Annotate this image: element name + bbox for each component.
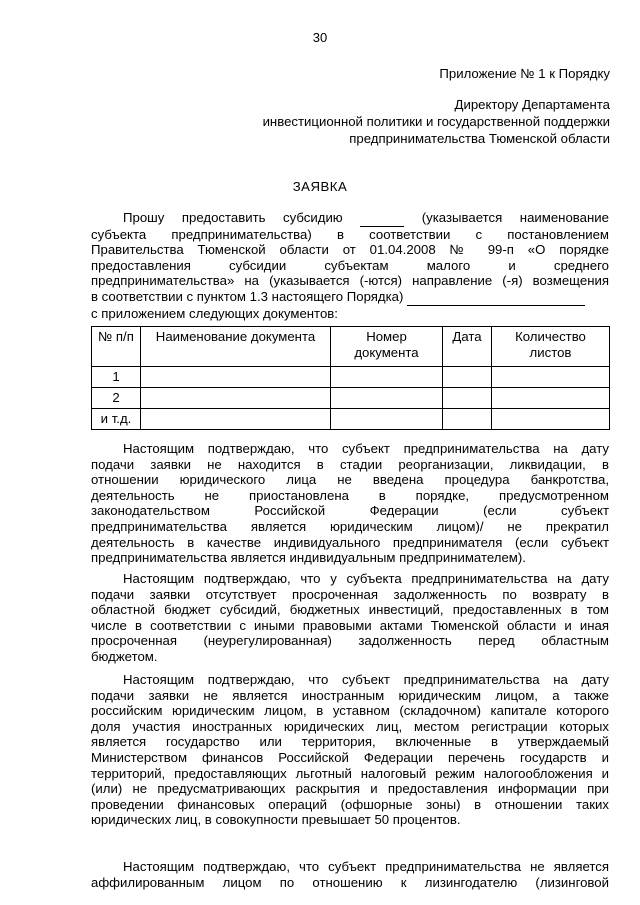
table-cell[interactable]	[443, 367, 492, 388]
request-line: с приложением следующих документов:	[91, 305, 338, 321]
table-cell[interactable]	[141, 388, 331, 409]
confirmation-affiliation	[91, 859, 609, 890]
column-header: Дата	[443, 327, 492, 367]
paragraph-line: подачи заявки отсутствует просроченная задолженность по возврату в	[91, 586, 609, 602]
column-header: № п/п	[92, 327, 141, 367]
request-line	[91, 289, 609, 306]
table-cell[interactable]	[443, 409, 492, 430]
request-line: предпринимательства» на (указывается (-ются) направление (-я) возмещения	[91, 273, 609, 289]
table-row	[92, 388, 610, 409]
appendix-reference: Приложение № 1 к Порядку	[439, 66, 610, 81]
paragraph-line: деятельность в качестве индивидуального предпринимателя (если субъект	[91, 534, 609, 550]
paragraph-line: деятельность не приостановлена в порядке, предусмотренном	[91, 487, 609, 503]
paragraph-line: юридических лиц, в совокупности превышает 50 процентов.	[91, 812, 461, 828]
paragraph-line: предпринимательства является индивидуальным предпринимателем).	[91, 550, 526, 566]
paragraph-line: Настоящим подтверждаю, что субъект предпринимательства на дату	[123, 672, 609, 687]
request-word: предоставить	[181, 210, 266, 225]
table-cell[interactable]	[443, 388, 492, 409]
table-row	[92, 409, 610, 430]
paragraph-line: числе в соответствии с иными правовыми актами Тюменской области и иная	[91, 617, 609, 633]
confirmation-debt	[91, 571, 609, 665]
paragraph-line: (или) не предусматривающих раскрытия и предоставления информации при	[91, 781, 609, 797]
paragraph-line: Настоящим подтверждаю, что субъект предпринимательства не является	[123, 859, 609, 874]
paragraph-line: аффилированным лицом по отношению к лизингодателю (лизинговой	[91, 874, 609, 890]
request-word: (указывается	[421, 210, 503, 225]
paragraph-line: просроченная (неурегулированная) задолженность перед областным	[91, 633, 609, 649]
page-number: 30	[312, 30, 328, 45]
table-cell[interactable]	[492, 388, 610, 409]
table-cell: 1	[92, 367, 141, 388]
paragraph-line: бюджетом.	[91, 648, 158, 664]
paragraph-line: Настоящим подтверждаю, что субъект предпринимательства на дату	[123, 441, 609, 456]
addressee-block	[263, 96, 610, 147]
paragraph-line: доля участия иностранных юридических лиц, местом регистрации которых	[91, 718, 609, 734]
request-word: Прошу	[123, 210, 165, 225]
addressee-line: Директору Департамента	[454, 97, 610, 112]
paragraph-line: Настоящим подтверждаю, что у субъекта предпринимательства на дату	[123, 571, 609, 586]
table-cell[interactable]	[492, 367, 610, 388]
paragraph-line: является государство или территория, включенные в утверждаемый	[91, 734, 609, 750]
request-line: предоставления субсидии субъектам малого и среднего	[91, 257, 609, 273]
table-row	[92, 367, 610, 388]
request-line: Правительства Тюменской области от 01.04.2008 № 99-п «О порядке	[91, 242, 609, 258]
paragraph-line: отношении юридического лица не введена процедура банкротства,	[91, 472, 609, 488]
table-cell[interactable]	[331, 367, 443, 388]
confirmation-reorganization	[91, 441, 609, 566]
column-header: Наименование документа	[141, 327, 331, 367]
subsidy-blank-field[interactable]	[360, 210, 404, 227]
paragraph-line: территорий, предоставляющих льготный налоговый режим налогообложения и	[91, 765, 609, 781]
request-word: субсидию	[283, 210, 343, 225]
addressee-line: предпринимательства Тюменской области	[349, 131, 610, 146]
paragraph-line: проведении финансовых операций (офшорные зоны) в отношении таких	[91, 796, 609, 812]
paragraph-line: предпринимательства является юридическим лицом)/ не прекратил	[91, 518, 609, 534]
table-header-row	[92, 327, 610, 367]
request-word: наименование	[519, 210, 609, 225]
table-cell: 2	[92, 388, 141, 409]
paragraph-line: подачи заявки не является иностранным юридическим лицом, а также	[91, 687, 609, 703]
addressee-line: инвестиционной политики и государственной поддержки	[262, 114, 610, 129]
table-cell[interactable]	[141, 409, 331, 430]
documents-table	[91, 326, 610, 430]
confirmation-foreign-entity	[91, 672, 609, 828]
table-cell: и т.д.	[92, 409, 141, 430]
column-header: Количество листов	[492, 327, 610, 367]
paragraph-line: законодательством Российской Федерации (если субъект	[91, 503, 609, 519]
table-cell[interactable]	[492, 409, 610, 430]
table-cell[interactable]	[331, 409, 443, 430]
paragraph-line: российским юридическим лицом, в уставном (складочном) капитале которого	[91, 703, 609, 719]
table-cell[interactable]	[141, 367, 331, 388]
table-cell[interactable]	[331, 388, 443, 409]
paragraph-line: областной бюджет субсидий, бюджетных инвестиций, предоставленных в том	[91, 602, 609, 618]
direction-blank-field[interactable]	[407, 289, 585, 306]
request-paragraph	[91, 210, 609, 321]
document-title: ЗАЯВКА	[292, 179, 348, 194]
column-header: Номер документа	[331, 327, 443, 367]
request-text: в соответствии с пунктом 1.3 настоящего Порядка)	[91, 288, 404, 304]
paragraph-line: подачи заявки не находится в стадии реорганизации, ликвидации, в	[91, 456, 609, 472]
paragraph-line: Министерством финансов Российской Федерации перечень государств и	[91, 749, 609, 765]
request-line	[91, 210, 609, 227]
request-line: субъекта предпринимательства) в соответствии с постановлением	[91, 226, 609, 242]
